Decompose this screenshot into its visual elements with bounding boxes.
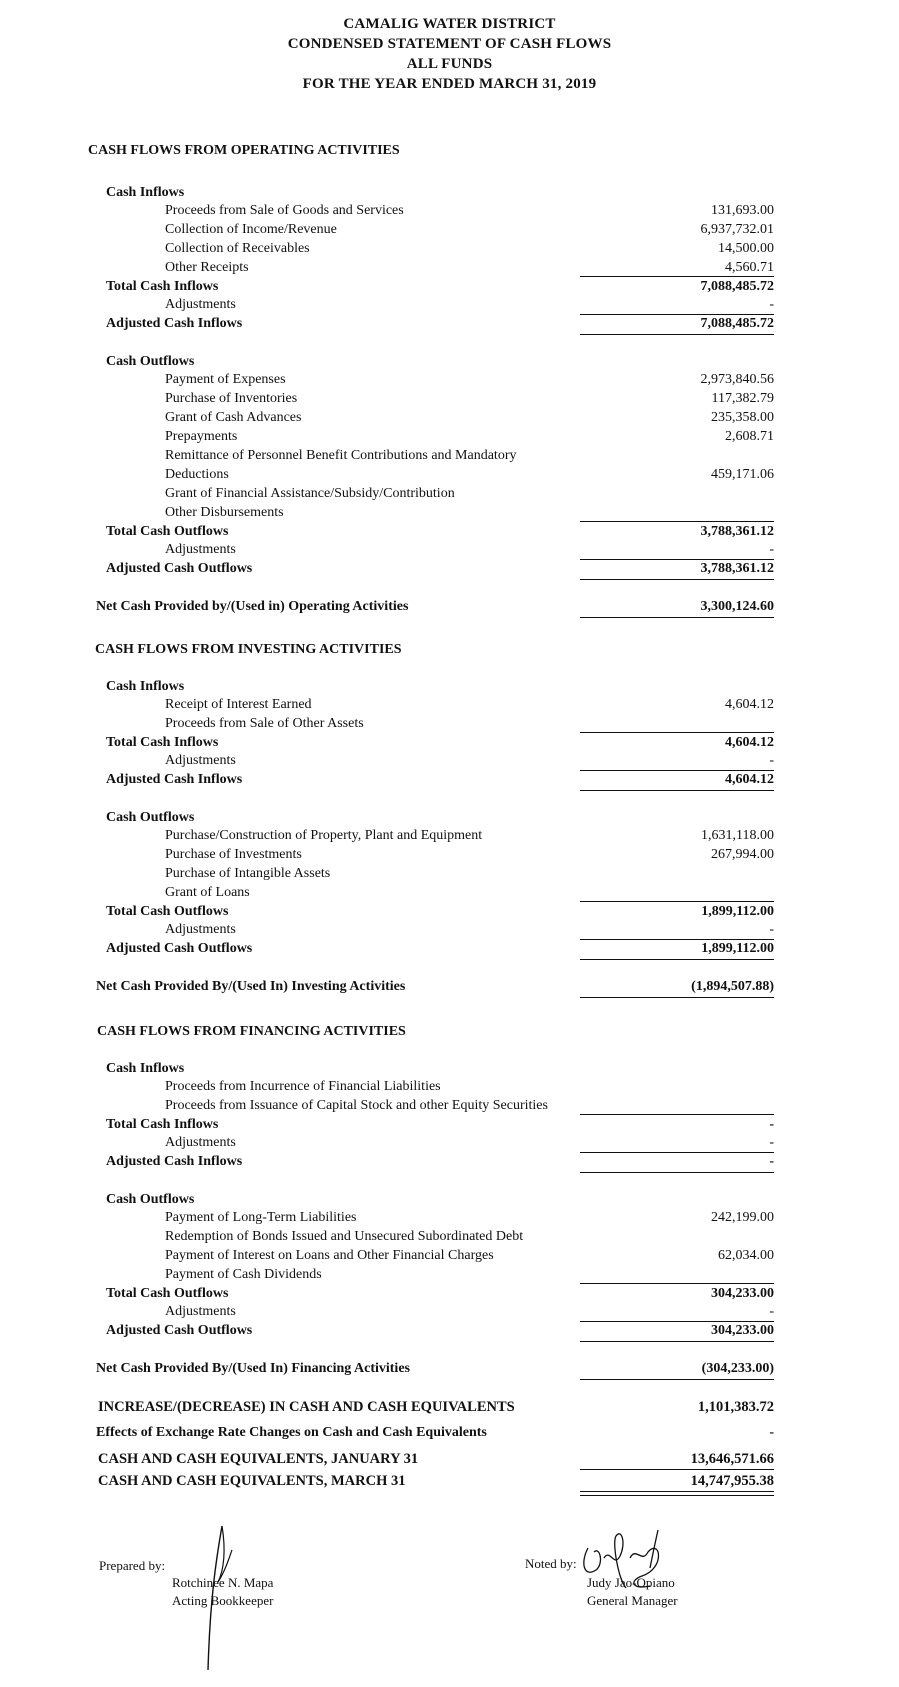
operating-inflows-adjustments-label: Adjustments — [165, 297, 236, 312]
financing-total-outflows — [0, 1285, 899, 1305]
exchange-rate-effects-label: Effects of Exchange Rate Changes on Cash and Cash Equivalents — [96, 1425, 487, 1440]
financing-outflow-item — [0, 1209, 899, 1229]
operating-inflow-item-label: Proceeds from Sale of Goods and Services — [165, 203, 404, 218]
operating-inflows-underline — [580, 276, 774, 277]
operating-inflow-item-amount: 6,937,732.01 — [700, 222, 774, 237]
fund-scope: ALL FUNDS — [406, 56, 493, 72]
financing-total-outflows-amount: 304,233.00 — [711, 1286, 774, 1301]
operating-adjusted-inflows-label: Adjusted Cash Inflows — [106, 316, 243, 331]
financing-inflows-adjustments — [0, 1134, 899, 1154]
investing-outflows-adjustments-amount: - — [769, 922, 774, 937]
operating-outflow-item — [0, 485, 899, 505]
investing-net-underline — [580, 997, 774, 998]
investing-outflows-heading — [0, 809, 899, 829]
operating-outflows-heading-label: Cash Outflows — [106, 354, 195, 369]
investing-outflow-item — [0, 865, 899, 885]
investing-outflows-underline — [580, 901, 774, 902]
noted-by-name: Judy Jao-Opiano — [587, 1575, 675, 1590]
investing-inflows-adjustments-label: Adjustments — [165, 753, 236, 768]
operating-outflow-item-label: Deductions — [165, 467, 229, 482]
cash-beginning — [0, 1450, 899, 1470]
investing-inflow-item — [0, 696, 899, 716]
investing-adjusted-outflows-label: Adjusted Cash Outflows — [106, 941, 253, 956]
investing-total-inflows-amount: 4,604.12 — [725, 735, 774, 750]
investing-adjusted-outflows-underline — [580, 959, 774, 960]
financing-total-inflows-amount: - — [769, 1117, 774, 1132]
financing-inflows-heading — [0, 1060, 899, 1080]
financing-outflow-item-label: Redemption of Bonds Issued and Unsecured Subordinated Debt — [165, 1229, 524, 1244]
operating-outflow-item-label: Payment of Expenses — [165, 372, 286, 387]
operating-total-outflows-label: Total Cash Outflows — [106, 524, 229, 539]
financing-adjusted-inflows-underline — [580, 1172, 774, 1173]
operating-outflow-item-label: Prepayments — [165, 429, 238, 444]
investing-outflow-item-amount: 267,994.00 — [711, 847, 774, 862]
operating-outflow-item-label: Purchase of Inventories — [165, 391, 298, 406]
financing-net-cash-label: Net Cash Provided By/(Used In) Financing Activities — [96, 1361, 410, 1376]
operating-adjusted-inflows-underline — [580, 334, 774, 335]
operating-outflow-item-amount: 2,608.71 — [725, 429, 774, 444]
investing-outflow-item-label: Purchase of Intangible Assets — [165, 866, 331, 881]
investing-inflow-item-label: Proceeds from Sale of Other Assets — [165, 716, 364, 731]
investing-section-title: CASH FLOWS FROM INVESTING ACTIVITIES — [95, 642, 402, 657]
operating-outflow-item-label: Other Disbursements — [165, 505, 284, 520]
investing-inflow-item-label: Receipt of Interest Earned — [165, 697, 312, 712]
financing-outflows-underline — [580, 1283, 774, 1284]
operating-outflow-item-amount: 2,973,840.56 — [700, 372, 774, 387]
financing-section-title: CASH FLOWS FROM FINANCING ACTIVITIES — [97, 1024, 406, 1039]
noted-by-signature — [570, 1518, 690, 1608]
investing-inflows-adjustments-amount: - — [769, 753, 774, 768]
investing-adjusted-inflows-underline — [580, 790, 774, 791]
cash-ending-amount: 14,747,955.38 — [690, 1473, 774, 1489]
investing-inflow-item-amount: 4,604.12 — [725, 697, 774, 712]
operating-outflow-item-label: Grant of Financial Assistance/Subsidy/Contribution — [165, 486, 455, 501]
investing-total-outflows-amount: 1,899,112.00 — [701, 904, 774, 919]
investing-outflow-item-amount: 1,631,118.00 — [701, 828, 774, 843]
investing-outflows-adjustments-label: Adjustments — [165, 922, 236, 937]
financing-outflows-adjustments — [0, 1303, 899, 1323]
investing-inflows-adjustments — [0, 752, 899, 772]
operating-inflows-heading — [0, 184, 899, 204]
operating-inflow-item — [0, 202, 899, 222]
operating-inflow-item-amount: 14,500.00 — [718, 241, 774, 256]
operating-net-cash-label: Net Cash Provided by/(Used in) Operating Activities — [96, 599, 409, 614]
operating-section-title: CASH FLOWS FROM OPERATING ACTIVITIES — [88, 143, 400, 158]
operating-outflows-adjustments-label: Adjustments — [165, 542, 236, 557]
financing-total-inflows-label: Total Cash Inflows — [106, 1117, 219, 1132]
financing-inflows-heading-label: Cash Inflows — [106, 1061, 185, 1076]
statement-header — [0, 14, 899, 94]
operating-outflows-adjustments-amount: - — [769, 542, 774, 557]
investing-adjusted-inflows — [0, 771, 899, 791]
financing-outflows-heading — [0, 1191, 899, 1211]
increase-in-cash-amount: 1,101,383.72 — [697, 1399, 774, 1415]
financing-outflow-item-label: Payment of Long-Term Liabilities — [165, 1210, 357, 1225]
cash-beginning-label: CASH AND CASH EQUIVALENTS, JANUARY 31 — [98, 1451, 419, 1467]
operating-inflow-item-label: Other Receipts — [165, 260, 249, 275]
cash-ending-underline-2 — [580, 1495, 774, 1496]
financing-adjusted-outflows-label: Adjusted Cash Outflows — [106, 1323, 253, 1338]
investing-adjusted-inflows-label: Adjusted Cash Inflows — [106, 772, 243, 787]
cash-ending — [0, 1472, 899, 1492]
operating-inflow-item-label: Collection of Receivables — [165, 241, 310, 256]
operating-total-inflows — [0, 278, 899, 298]
investing-net-cash-label: Net Cash Provided By/(Used In) Investing Activities — [96, 979, 406, 994]
financing-adjusted-inflows-label: Adjusted Cash Inflows — [106, 1154, 243, 1169]
financing-inflows-adjustments-label: Adjustments — [165, 1135, 236, 1150]
investing-outflows-heading-label: Cash Outflows — [106, 810, 195, 825]
operating-outflow-item — [0, 409, 899, 429]
financing-inflow-item — [0, 1078, 899, 1098]
operating-outflow-item — [0, 447, 899, 467]
financing-outflow-item — [0, 1247, 899, 1267]
investing-total-outflows-label: Total Cash Outflows — [106, 904, 229, 919]
operating-total-outflows-amount: 3,788,361.12 — [700, 524, 774, 539]
financing-total-outflows-label: Total Cash Outflows — [106, 1286, 229, 1301]
investing-outflows-adjustments — [0, 921, 899, 941]
increase-in-cash-label: INCREASE/(DECREASE) IN CASH AND CASH EQUIVALENTS — [98, 1399, 515, 1415]
operating-inflow-item-label: Collection of Income/Revenue — [165, 222, 337, 237]
financing-outflows-heading-label: Cash Outflows — [106, 1192, 195, 1207]
operating-inflow-item — [0, 240, 899, 260]
operating-adjusted-inflows — [0, 315, 899, 335]
financing-net-cash — [0, 1360, 899, 1380]
operating-inflows-heading-label: Cash Inflows — [106, 185, 185, 200]
investing-net-cash — [0, 978, 899, 998]
operating-net-underline — [580, 617, 774, 618]
financing-outflows-adjustments-amount: - — [769, 1304, 774, 1319]
operating-adjusted-outflows-underline — [580, 579, 774, 580]
prepared-by-title: Acting Bookkeeper — [172, 1593, 274, 1608]
period-line: FOR THE YEAR ENDED MARCH 31, 2019 — [302, 76, 597, 92]
operating-inflow-item — [0, 221, 899, 241]
operating-total-inflows-amount: 7,088,485.72 — [700, 279, 774, 294]
investing-outflow-item-label: Purchase of Investments — [165, 847, 302, 862]
financing-net-cash-amount: (304,233.00) — [701, 1361, 774, 1376]
operating-outflows-heading — [0, 353, 899, 373]
operating-net-cash — [0, 598, 899, 618]
cash-ending-underline-1 — [580, 1491, 774, 1492]
investing-total-inflows-label: Total Cash Inflows — [106, 735, 219, 750]
financing-outflow-item — [0, 1228, 899, 1248]
statement-title: CONDENSED STATEMENT OF CASH FLOWS — [287, 36, 612, 52]
investing-adjusted-outflows — [0, 940, 899, 960]
financing-adjusted-outflows-amount: 304,233.00 — [711, 1323, 774, 1338]
increase-in-cash — [0, 1398, 899, 1418]
cash-beginning-amount: 13,646,571.66 — [690, 1451, 774, 1467]
financing-inflows-underline — [580, 1114, 774, 1115]
financing-adjusted-outflows-underline — [580, 1341, 774, 1342]
exchange-rate-effects — [0, 1424, 899, 1444]
financing-total-inflows — [0, 1116, 899, 1136]
investing-outflow-item-label: Purchase/Construction of Property, Plant and Equipment — [165, 828, 483, 843]
operating-outflow-item — [0, 390, 899, 410]
operating-adjusted-inflows-amount: 7,088,485.72 — [700, 316, 774, 331]
investing-adjusted-outflows-amount: 1,899,112.00 — [701, 941, 774, 956]
cash-ending-label: CASH AND CASH EQUIVALENTS, MARCH 31 — [98, 1473, 406, 1489]
operating-inflows-adjustments-amount: - — [769, 297, 774, 312]
financing-outflow-item-label: Payment of Cash Dividends — [165, 1267, 322, 1282]
investing-total-inflows — [0, 734, 899, 754]
cash-beginning-underline — [580, 1469, 774, 1470]
operating-outflow-item-label: Grant of Cash Advances — [165, 410, 302, 425]
operating-outflow-item-amount: 459,171.06 — [711, 467, 774, 482]
financing-outflow-item-amount: 242,199.00 — [711, 1210, 774, 1225]
investing-adjusted-inflows-amount: 4,604.12 — [725, 772, 774, 787]
financing-outflow-item-amount: 62,034.00 — [718, 1248, 774, 1263]
investing-inflows-heading — [0, 678, 899, 698]
investing-outflow-item — [0, 846, 899, 866]
investing-inflows-heading-label: Cash Inflows — [106, 679, 185, 694]
operating-outflow-item-label: Remittance of Personnel Benefit Contributions and Mandatory — [165, 448, 517, 463]
prepared-by-name: Rotchinee N. Mapa — [172, 1575, 274, 1590]
operating-outflow-item — [0, 466, 899, 486]
financing-adjusted-outflows — [0, 1322, 899, 1342]
operating-outflows-adjustments — [0, 541, 899, 561]
operating-net-cash-amount: 3,300,124.60 — [700, 599, 774, 614]
operating-outflow-item — [0, 371, 899, 391]
financing-inflows-adjustments-amount: - — [769, 1135, 774, 1150]
financing-net-underline — [580, 1379, 774, 1380]
operating-outflow-item-amount: 117,382.79 — [711, 391, 774, 406]
operating-inflow-item-amount: 4,560.71 — [725, 260, 774, 275]
noted-by-title: General Manager — [587, 1593, 678, 1608]
noted-by-label: Noted by: — [525, 1556, 577, 1571]
investing-total-outflows — [0, 903, 899, 923]
operating-outflows-underline — [580, 521, 774, 522]
operating-inflow-item-amount: 131,693.00 — [711, 203, 774, 218]
agency-name: CAMALIG WATER DISTRICT — [343, 16, 556, 32]
investing-outflow-item — [0, 827, 899, 847]
financing-inflow-item-label: Proceeds from Issuance of Capital Stock and other Equity Securities — [165, 1098, 548, 1113]
operating-inflows-adjustments — [0, 296, 899, 316]
operating-outflow-item-amount: 235,358.00 — [711, 410, 774, 425]
financing-outflows-adjustments-label: Adjustments — [165, 1304, 236, 1319]
operating-adjusted-outflows-label: Adjusted Cash Outflows — [106, 561, 253, 576]
prepared-by-label: Prepared by: — [99, 1558, 166, 1573]
investing-outflow-item-label: Grant of Loans — [165, 885, 250, 900]
operating-adjusted-outflows — [0, 560, 899, 580]
financing-inflow-item-label: Proceeds from Incurrence of Financial Liabilities — [165, 1079, 441, 1094]
financing-outflow-item-label: Payment of Interest on Loans and Other Financial Charges — [165, 1248, 494, 1263]
exchange-rate-effects-amount: - — [769, 1425, 774, 1440]
operating-outflow-item — [0, 428, 899, 448]
operating-total-outflows — [0, 523, 899, 543]
operating-total-inflows-label: Total Cash Inflows — [106, 279, 219, 294]
investing-inflows-underline — [580, 732, 774, 733]
financing-adjusted-inflows — [0, 1153, 899, 1173]
investing-net-cash-amount: (1,894,507.88) — [691, 979, 774, 994]
financing-adjusted-inflows-amount: - — [769, 1154, 774, 1169]
operating-adjusted-outflows-amount: 3,788,361.12 — [700, 561, 774, 576]
prepared-by-signature — [196, 1520, 246, 1680]
